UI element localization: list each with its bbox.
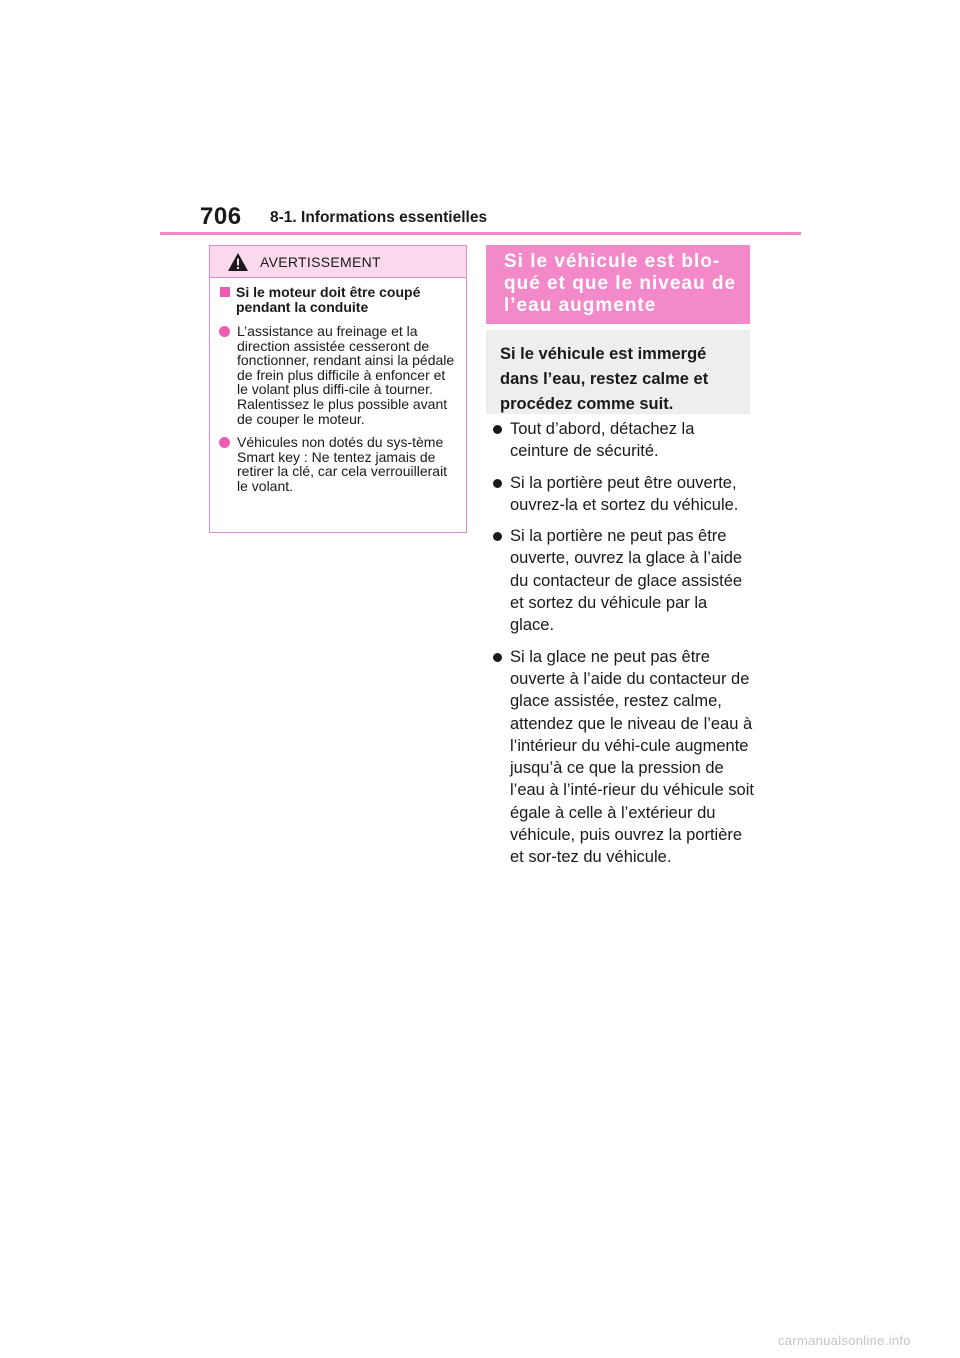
- warning-triangle-icon: [227, 252, 249, 272]
- circle-bullet-icon: [219, 326, 230, 337]
- header-rule: [160, 232, 801, 235]
- warning-item: [218, 435, 456, 493]
- bullet-icon: [493, 479, 502, 488]
- square-bullet-icon: [220, 287, 230, 297]
- steps-list: [493, 418, 755, 878]
- warning-item-text: L’assistance au freinage et la direction assistée cesseront de fonctionner, rendant ainsi la pédale de frein plus difficile à enfoncer et le volant plus diffi-cile à tourner. Ralentissez le plus possible avant de couper le moteur.: [237, 323, 455, 427]
- warning-item-text: Véhicules non dotés du sys-tème Smart key : Ne tentez jamais de retirer la clé, car cela verrouillerait le volant.: [237, 434, 448, 494]
- warning-heading-text: Si le moteur doit être coupé pendant la conduite: [236, 284, 421, 315]
- list-item: [493, 646, 755, 869]
- section-heading: Si le véhicule est blo-qué et que le niveau de l’eau augmente: [486, 245, 750, 324]
- warning-box: [209, 245, 467, 533]
- intro-box: Si le véhicule est immergé dans l’eau, restez calme et procédez comme suit.: [486, 330, 750, 414]
- bullet-icon: [493, 425, 502, 434]
- list-item-text: Si la portière peut être ouverte, ouvrez-la et sortez du véhicule.: [510, 473, 739, 514]
- list-item: [493, 418, 755, 463]
- bullet-icon: [493, 653, 502, 662]
- list-item: [493, 472, 755, 517]
- watermark: carmanualsonline.info: [778, 1333, 911, 1348]
- bullet-icon: [493, 532, 502, 541]
- list-item-text: Si la glace ne peut pas être ouverte à l’aide du contacteur de glace assistée, restez calme, attendez que le niveau de l’eau à l’intérieur du véhi-cule augmente jusqu’à ce que la pression de l’eau à l’inté-rieur du véhicule soit égale à celle à l’extérieur du véhicule, puis ouvrez la portière et sor-tez du véhicule.: [510, 647, 754, 867]
- list-item: [493, 525, 755, 636]
- warning-item: [218, 324, 456, 426]
- page-number: 706: [200, 203, 242, 230]
- warning-body: [210, 278, 466, 494]
- warning-header: [210, 246, 466, 278]
- section-title: 8-1. Informations essentielles: [270, 209, 488, 226]
- list-item-text: Tout d’abord, détachez la ceinture de sécurité.: [510, 420, 695, 461]
- circle-bullet-icon: [219, 437, 230, 448]
- page-header: [200, 203, 800, 233]
- warning-title: AVERTISSEMENT: [260, 254, 381, 270]
- warning-heading: [218, 285, 456, 315]
- list-item-text: Si la portière ne peut pas être ouverte, ouvrez la glace à l’aide du contacteur de glace assistée et sortez du véhicule par la glace.: [510, 527, 743, 635]
